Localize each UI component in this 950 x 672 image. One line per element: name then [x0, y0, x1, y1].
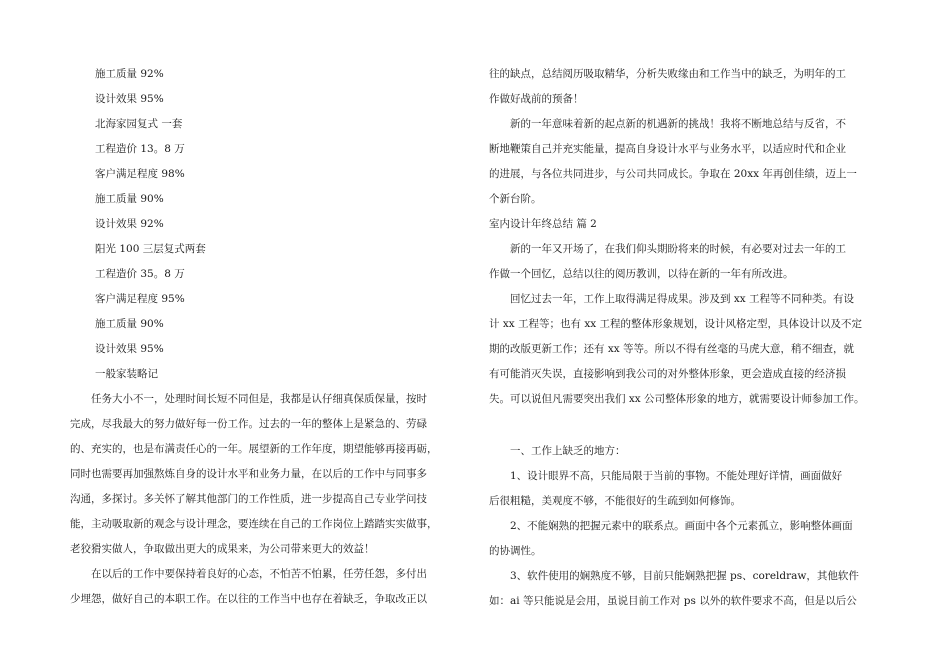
- text-line: 室内设计年终总结 篇 2: [489, 218, 597, 230]
- text-line: 1、设计眼界不高，只能局限于当前的事物。不能处理好详情，画面做好: [510, 470, 843, 482]
- text-line: 少埋怨，做好自己的本职工作。在以往的工作当中也存在着缺乏，争取改正以: [70, 593, 427, 605]
- text-line: 沟通，多探讨。多关怀了解其他部门的工作性质，进一步提高自己专业学问技: [70, 493, 427, 505]
- text-line: 设计效果 95%: [95, 93, 164, 105]
- text-line: 作做一个回忆，总结以往的阅历教训，以待在新的一年有所改进。: [489, 268, 794, 280]
- text-line: 老狡猾实做人，争取做出更大的成果来，为公司带来更大的效益！: [70, 543, 375, 555]
- text-line: 计 xx 工程等；也有 xx 工程的整体形象规划，设计风格定型，具体设计以及不定: [489, 318, 863, 330]
- text-line: 客户满足程度 95%: [95, 293, 185, 305]
- text-line: 同时也需要再加强熬炼自身的设计水平和业务力量，在以后的工作中与同事多: [70, 468, 427, 480]
- text-line: 任务大小不一，处理时间长短不同但是，我都是认仔细真保质保量，按时: [91, 393, 427, 405]
- text-line: 阳光 100 三层复式两套: [95, 243, 206, 255]
- text-line: 完成，尽我最大的努力做好每一份工作。过去的一年的整体上是紧急的、劳碌: [70, 418, 427, 430]
- text-line: 施工质量 92%: [95, 68, 164, 80]
- text-line: 的、充实的，也是布满责任心的一年。展望新的工作年度，期望能够再接再砺，: [70, 443, 438, 455]
- text-line: 2、不能娴熟的把握元素中的联系点。画面中各个元素孤立，影响整体画面: [510, 520, 853, 532]
- text-line: 的协调性。: [489, 545, 542, 557]
- text-line: 新的一年意味着新的起点新的机遇新的挑战！我将不断地总结与反省，不: [510, 118, 846, 130]
- left-column: [70, 62, 466, 612]
- text-line: 作做好战前的预备！: [489, 93, 584, 105]
- text-line: 能，主动吸取新的观念与设计理念，要连续在自己的工作岗位上踏踏实实做事，: [70, 518, 438, 530]
- blank-line: [489, 412, 881, 439]
- text-line: 客户满足程度 98%: [95, 168, 185, 180]
- text-line: 期的改版更新工作；还有 xx 等等。所以不得有丝毫的马虎大意，稍不细查，就: [489, 343, 855, 355]
- text-line: 设计效果 92%: [95, 218, 164, 230]
- text-line: 后很粗糙，美观度不够，不能很好的生疏到如何修饰。: [489, 495, 741, 507]
- text-line: 断地鞭策自己并充实能量，提高自身设计水平与业务水平，以适应时代和企业: [489, 143, 846, 155]
- text-line: 施工质量 90%: [95, 193, 164, 205]
- text-line: 一般家装略记: [95, 368, 158, 380]
- text-line: 往的缺点，总结阅历吸取精华，分析失败缘由和工作当中的缺乏，为明年的工: [489, 68, 846, 80]
- right-column: [489, 62, 881, 614]
- text-line: 3、软件使用的娴熟度不够，目前只能娴熟把握 ps、coreldraw，其他软件: [510, 570, 859, 582]
- text-line: 回忆过去一年，工作上取得满足得成果。涉及到 xx 工程等不同种类。有设: [510, 293, 855, 305]
- text-line: 新的一年又开场了，在我们仰头期盼将来的时候，有必要对过去一年的工: [510, 243, 846, 255]
- text-line: 有可能消灭失误，直接影响到我公司的对外整体形象，更会造成直接的经济损: [489, 368, 846, 380]
- text-line: 的进展，与各位共同进步，与公司共同成长。争取在 20xx 年再创佳绩，迈上一: [489, 168, 857, 180]
- text-line: 设计效果 95%: [95, 343, 164, 355]
- text-line: 在以后的工作中要保持着良好的心态，不怕苦不怕累，任劳任怨，多付出: [91, 568, 427, 580]
- text-line: 如：ai 等只能说是会用，虽说目前工作对 ps 以外的软件要求不高，但是以后公: [489, 595, 857, 607]
- text-line: 北海家园复式 一套: [95, 118, 183, 130]
- text-line: 施工质量 90%: [95, 318, 164, 330]
- text-line: 一、工作上缺乏的地方：: [510, 445, 626, 457]
- text-line: 个新台阶。: [489, 193, 542, 205]
- text-line: 工程造价 13。8 万: [95, 143, 185, 155]
- text-line: 失。可以说但凡需要突出我们 xx 公司整体形象的地方，就需要设计师参加工作。: [489, 393, 865, 405]
- text-line: 工程造价 35。8 万: [95, 268, 185, 280]
